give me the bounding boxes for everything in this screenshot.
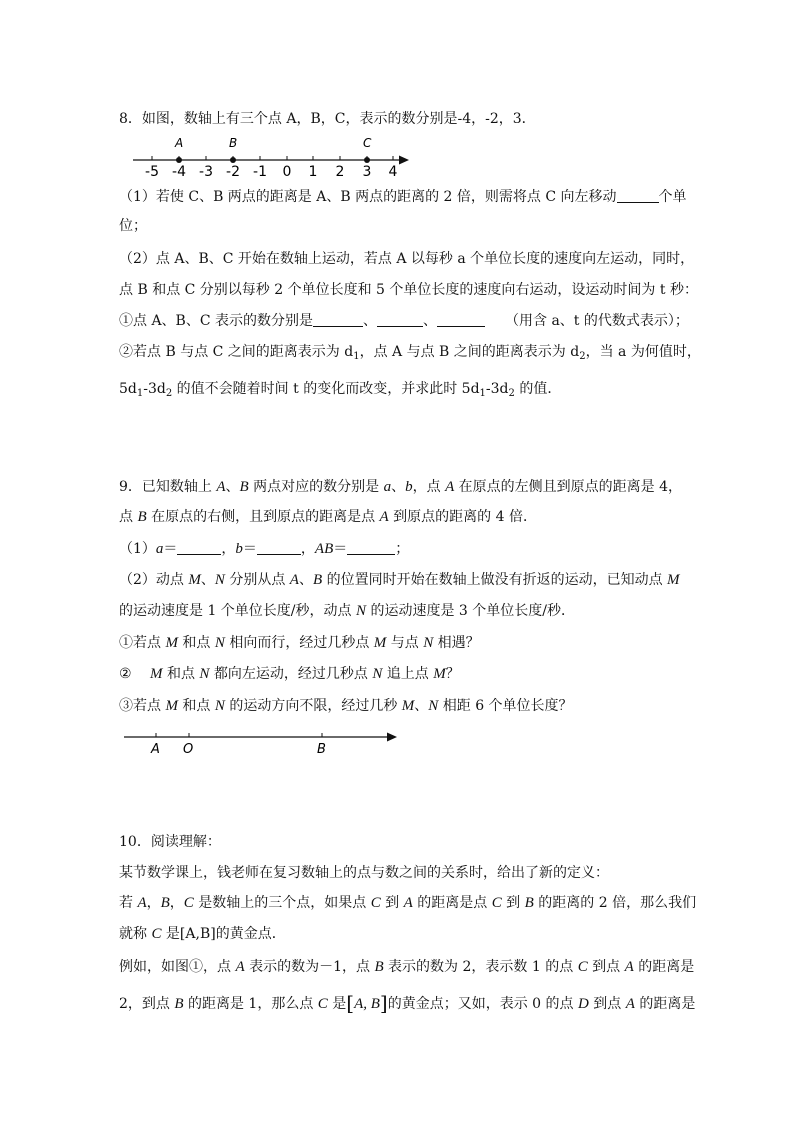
q8-sub2: ②若点 B 与点 C 之间的距离表示为 $d_1$，点 A 与点 B 之间的距离表示为 $d_2$，当 a 为何值时， (119, 344, 701, 362)
q9-sub2: ② M 和点 N 都向左运动，经过几秒点 N 追上点 M？ (119, 666, 460, 682)
answer-blank-b[interactable] (257, 540, 301, 555)
answer-blank-a[interactable] (177, 540, 221, 555)
q9-sub1: ①若点 M 和点 N 相向而行，经过几秒点 M 与点 N 相遇？ (119, 635, 480, 651)
q10-example-line1: 例如，如图①，点 A 表示的数为－1，点 B 表示的数为 2，表示数 1 的点 C 到点 A 的距离是 (119, 959, 695, 975)
q9-part1: （1）a＝ ，b＝ ，AB＝ ； (119, 541, 410, 557)
q8-number-line (125, 133, 415, 181)
tick-label: -5 (145, 164, 159, 180)
tick-label: -1 (253, 164, 267, 180)
q9-part2-line1: （2）动点 M、N 分别从点 A、B 的位置同时开始在数轴上做没有折返的运动，已知动点 M (119, 572, 680, 588)
q8-part1-cont: 位； (119, 218, 147, 234)
tick-label: 3 (362, 164, 372, 180)
tick-label: 0 (282, 164, 292, 180)
q8-sub2-cont: $5d_1-3d_2$ 的值不会随着时间 t 的变化而改变，并求此时 $5d_1-3d_2$ 的值． (119, 381, 562, 399)
point-a-label: A (175, 136, 184, 150)
tick-label: -4 (172, 164, 186, 180)
q9-stem-line1: 9．已知数轴上 A、B 两点对应的数分别是 a、b，点 A 在原点的左侧且到原点的距离是 4， (119, 479, 683, 495)
q8-stem: 8．如图，数轴上有三个点 A，B，C，表示的数分别是-4，-2，3． (119, 111, 536, 127)
tick-label: 4 (388, 164, 398, 180)
q9-stem-line2: 点 B 在原点的右侧，且到原点的距离是点 A 到原点的距离的 4 倍． (119, 509, 537, 525)
tick-label: 1 (308, 164, 318, 180)
q9-part2-line2: 的运动速度是 1 个单位长度/秒，动点 N 的运动速度是 3 个单位长度/秒． (119, 603, 575, 619)
point-c-dot (364, 157, 370, 163)
q9-sub3: ③若点 M 和点 N 的运动方向不限，经过几秒 M、N 相距 6 个单位长度？ (119, 698, 573, 714)
answer-blank[interactable] (617, 188, 659, 203)
point-b-dot (230, 157, 236, 163)
answer-blank-b[interactable] (377, 312, 423, 327)
tick-label: 2 (335, 164, 345, 180)
q8-part1: （1）若使 C、B 两点的距离是 A、B 两点的距离的 2 倍，则需将点 C 向左移动 个单 (119, 189, 687, 205)
answer-blank-ab[interactable] (347, 540, 395, 555)
fig-label-b: B (317, 742, 326, 757)
answer-blank-c[interactable] (437, 312, 485, 327)
point-b-label: B (229, 136, 238, 150)
point-a-dot (176, 157, 182, 163)
q10-example-line2: 2，到点 B 的距离是 1，那么点 C 是[A, B]的黄金点；又如，表示 0 的点 D 到点 A 的距离是 (119, 991, 696, 1015)
point-c-label: C (363, 136, 372, 150)
q9-number-line (120, 726, 405, 758)
q8-part2-line1: （2）点 A、B、C 开始在数轴上运动，若点 A 以每秒 a 个单位长度的速度向左运动，同时， (119, 251, 695, 267)
q8-part2-line2: 点 B 和点 C 分别以每秒 2 个单位长度和 5 个单位长度的速度向右运动，设运动时间为 t 秒： (119, 282, 698, 298)
q10-definition-line1: 若 A，B，C 是数轴上的三个点，如果点 C 到 A 的距离是点 C 到 B 的距离的 2 倍，那么我们 (119, 895, 697, 911)
fig-label-o: O (183, 742, 194, 757)
tick-label: -2 (226, 164, 240, 180)
tick-label: -3 (199, 164, 213, 180)
answer-blank-a[interactable] (313, 312, 363, 327)
q10-intro: 某节数学课上，钱老师在复习数轴上的点与数之间的关系时，给出了新的定义： (119, 865, 609, 881)
q10-title: 10．阅读理解： (119, 834, 221, 850)
fig-label-a: A (151, 742, 160, 757)
q8-sub1: ①点 A、B、C 表示的数分别是 、 、 （用含 a、t 的代数式表示）； (119, 313, 689, 329)
q10-definition-line2: 就称 C 是[A,B]的黄金点． (119, 926, 286, 942)
